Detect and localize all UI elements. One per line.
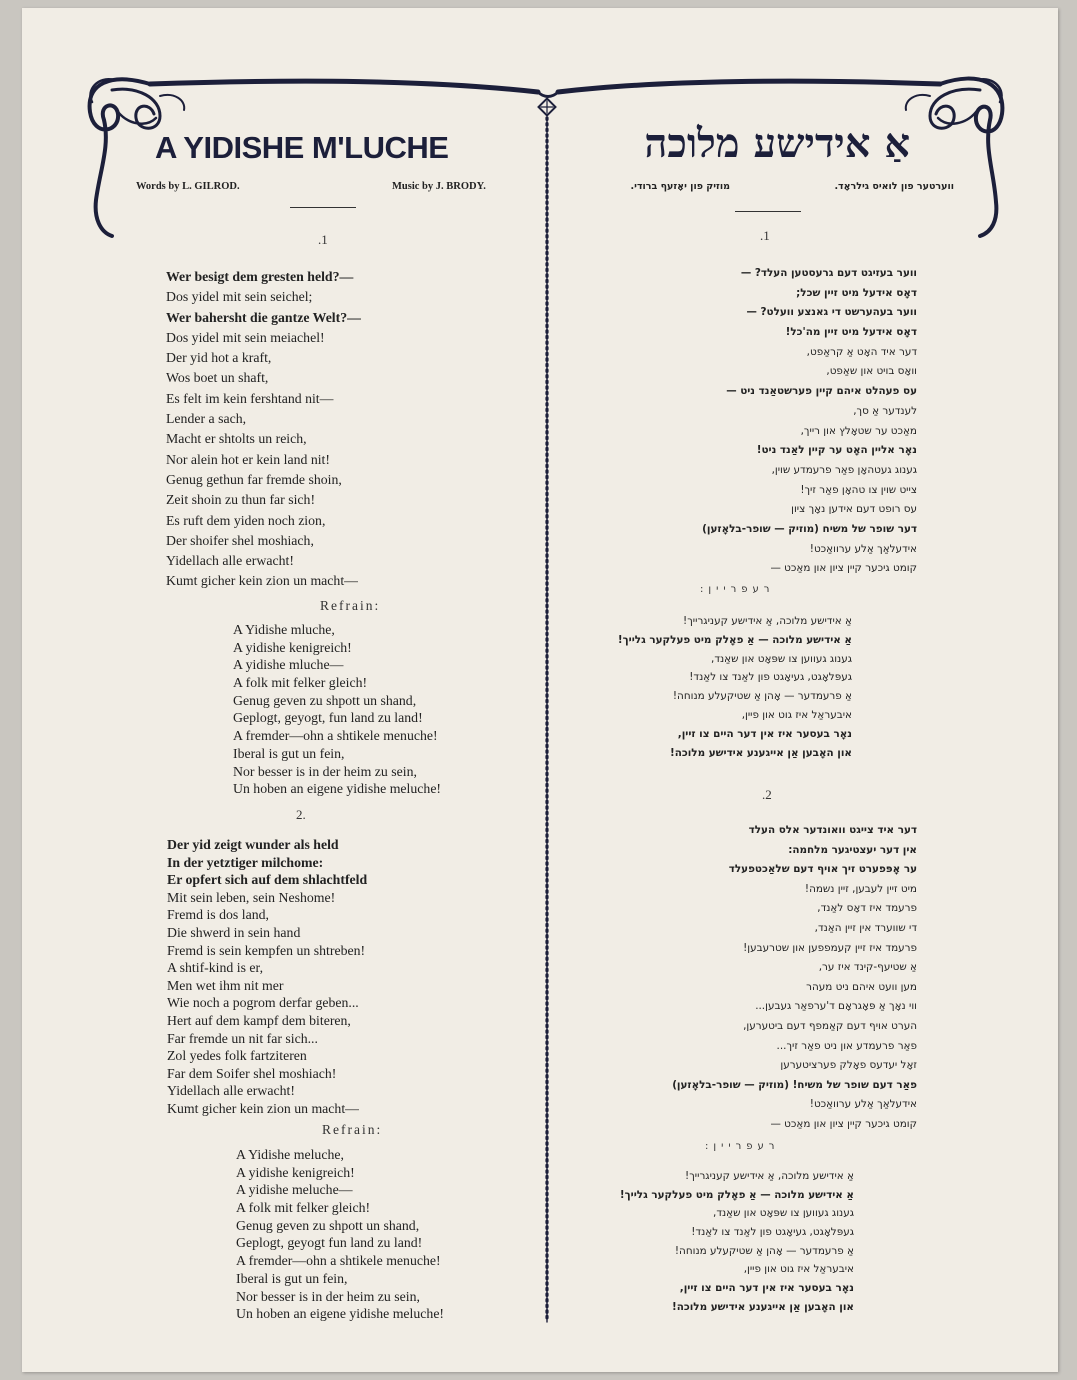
- yiddish-verse-line: ווי נאָך אַ פּאָגראָם ד'ערפאַר געבען...: [755, 1000, 917, 1013]
- english-verse-line: Far fremde un nit far sich...: [167, 1030, 318, 1046]
- yiddish-refrain-line: אַ אידישע מלוכה, אַ אידישע קעניגרייך!: [685, 1170, 854, 1182]
- yiddish-refrain-heading-2: רעפריין:: [705, 1141, 780, 1152]
- yiddish-verse-line: עס רופט דעם אידען נאָך ציון: [791, 503, 917, 516]
- english-refrain-line: A yidishe kenigreich!: [233, 639, 352, 655]
- yiddish-verse-line: קומט גיכער קיין ציון און מאַכט —: [770, 1117, 917, 1130]
- english-verse-line: Nor alein hot er kein land nit!: [166, 451, 330, 467]
- english-verse-line: Der yid zeigt wunder als held: [167, 837, 339, 852]
- english-refrain-line: A yidishe mluche—: [233, 657, 344, 673]
- english-refrain-1: [233, 621, 441, 798]
- english-verse-line: Dos yidel mit sein seichel;: [166, 289, 313, 305]
- yiddish-verse-line: נאָר אליין האָט ער קיין לאַנד ניט!: [756, 444, 917, 457]
- english-verse-line: Wos boet un shaft,: [166, 370, 269, 386]
- yiddish-refrain-line: גענוג געווען צו שפּאָט און שאַנד,: [711, 652, 852, 665]
- english-verse-line: Genug gethun far fremde shoin,: [166, 471, 342, 487]
- english-verse-line: Fremd is dos land,: [167, 907, 269, 923]
- english-refrain-line: Nor besser is in der heim zu sein,: [236, 1288, 420, 1304]
- yiddish-verse-line: דאָס אידעל מיט זיין שכל;: [796, 286, 917, 299]
- yiddish-verse-line: ווער בעהערשט די גאנצע וועלט? —: [746, 306, 917, 319]
- yiddish-refrain-line: נאָר בעסער איז אין דער היים צו זיין,: [679, 1282, 854, 1295]
- english-verse-line: Es felt im kein fershtand nit—: [166, 390, 334, 406]
- english-verse-line: Kumt gicher kein zion un macht—: [167, 1100, 359, 1116]
- yiddish-refrain-1: [580, 612, 852, 762]
- yiddish-refrain-line: גענוג געווען צו שפּאָט און שאַנד,: [713, 1207, 854, 1220]
- english-verse-line: Zeit shoin zu thun far sich!: [166, 492, 316, 508]
- english-verse-line: In der yetztiger milchome:: [167, 854, 324, 870]
- sheet-page: [22, 8, 1058, 1372]
- english-verse-line: Dos yidel mit sein meiachel!: [166, 329, 325, 345]
- yiddish-verse-line: פאַר דעם שופר של משיח! (מוזיק — שופר-בלאָזען): [672, 1078, 917, 1091]
- english-refrain-heading-2: Refrain:: [322, 1122, 383, 1137]
- english-section-number-1: .1: [318, 232, 328, 247]
- english-verse-line: Yidellach alle erwacht!: [166, 553, 294, 569]
- english-verse-line: Macht er shtolts un reich,: [166, 431, 307, 447]
- yiddish-verse-line: מיט זיין לעבען, זיין נשמה!: [804, 882, 917, 895]
- english-refrain-line: Iberal is gut un fein,: [233, 745, 345, 761]
- english-verse-line: Kumt gicher kein zion un macht—: [166, 573, 358, 589]
- yiddish-refrain-line: איבעראַל איז גוט און פיין,: [743, 1263, 854, 1276]
- english-refrain-line: A fremder—ohn a shtikele menuche!: [236, 1253, 441, 1269]
- english-verse-line: Yidellach alle erwacht!: [167, 1083, 295, 1099]
- english-verse-line: Die shwerd in sein hand: [167, 924, 301, 940]
- yiddish-verse-line: אין דער יעצטיגער מלחמה:: [788, 843, 917, 856]
- english-refrain-line: Geplogt, geyogt fun land zu land!: [236, 1235, 423, 1251]
- yiddish-divider: [735, 211, 801, 212]
- english-refrain-line: Iberal is gut un fein,: [236, 1270, 348, 1286]
- english-verse-line: Der shoifer shel moshiach,: [166, 532, 314, 548]
- yiddish-refrain-line: אַ אידישע מלוכה, אַ אידישע קעניגרייך!: [683, 615, 852, 627]
- english-refrain-line: A folk mit felker gleich!: [233, 675, 368, 691]
- english-title: A YIDISHE M'LUCHE: [155, 130, 449, 165]
- english-verse-1: [166, 267, 361, 592]
- english-refrain-line: Nor besser is in der heim zu sein,: [233, 763, 417, 779]
- yiddish-verse-line: דער איד צייגט וואונדער אלס העלד: [748, 824, 917, 836]
- yiddish-refrain-line: געפּלאָגט, געיאָגט פון לאַנד צו לאַנד!: [691, 1226, 854, 1239]
- english-refrain-line: A folk mit felker gleich!: [236, 1200, 371, 1216]
- english-music-credit: Music by J. BRODY.: [392, 181, 486, 192]
- yiddish-refrain-heading-1: רעפריין:: [700, 584, 775, 595]
- yiddish-refrain-line: אַ אידישע מלוכה — אַ פאָלק מיט פעלקער גלייך!: [619, 1188, 854, 1201]
- english-verse-2: [167, 836, 367, 1118]
- english-refrain-line: A fremder—ohn a shtikele menuche!: [233, 728, 438, 744]
- english-verse-line: Mit sein leben, sein Neshome!: [167, 889, 336, 905]
- yiddish-verse-line: פרעמד איז דאָס לאַנד,: [817, 902, 917, 915]
- yiddish-verse-line: לענדער אַ סך,: [853, 404, 917, 417]
- english-refrain-line: A yidishe meluche—: [236, 1182, 353, 1198]
- yiddish-refrain-line: און האָבען אַן אייגענע אידישע מלוכה!: [669, 746, 852, 759]
- english-refrain-line: Genug geven zu shpott un shand,: [233, 692, 417, 708]
- english-verse-line: A shtif-kind is er,: [167, 960, 264, 976]
- english-verse-line: Wie noch a pogrom derfar geben...: [167, 995, 359, 1011]
- yiddish-refrain-line: איבעראַל איז גוט און פיין,: [741, 708, 852, 721]
- yiddish-verse-line: דער איד האָט אַ קראַפט,: [806, 345, 917, 358]
- yiddish-verse-line: פרעמד איז זיין קעמפפען און שטרעבען!: [743, 941, 917, 954]
- yiddish-refrain-line: געפּלאָגט, געיאָגט פון לאַנד צו לאַנד!: [689, 671, 852, 684]
- yiddish-verse-line: גענוג געטהאָן פאַר פרעמדע שוין,: [771, 463, 917, 476]
- english-section-number-2: 2.: [296, 807, 306, 822]
- english-verse-line: Es ruft dem yiden noch zion,: [166, 512, 326, 528]
- yiddish-verse-line: הערט אויף דעם קאַמפף דעם ביטערען,: [743, 1019, 917, 1032]
- yiddish-verse-line: אַ שטיעף-קינד איז ער,: [818, 961, 917, 974]
- yiddish-verse-line: מאַכט ער שטאָלץ און רייך,: [800, 424, 917, 437]
- yiddish-verse-line: וואָס בויט און שאַפט,: [826, 365, 917, 378]
- yiddish-section-number-2: .2: [762, 787, 772, 802]
- yiddish-refrain-line: אַ אידישע מלוכה — אַ פאָלק מיט פעלקער גלייך!: [617, 633, 852, 646]
- yiddish-refrain-line: אַ פרעמדער — אָהן אַ שטיקעלע מנוחה!: [674, 1244, 854, 1257]
- yiddish-verse-line: אידעלאַך אַלע ערוואַכט!: [809, 542, 917, 555]
- yiddish-section-number-1: .1: [760, 228, 770, 243]
- english-refrain-line: Genug geven zu shpott un shand,: [236, 1217, 420, 1233]
- english-verse-line: Wer bahersht die gantze Welt?—: [166, 309, 361, 325]
- english-words-credit: Words by L. GILROD.: [136, 181, 240, 192]
- english-verse-line: Der yid hot a kraft,: [166, 350, 272, 366]
- yiddish-refrain-line: אַ פרעמדער — אָהן אַ שטיקעלע מנוחה!: [672, 690, 852, 703]
- yiddish-verse-line: צייט שוין צו טהאָן פאַר זיך!: [800, 483, 917, 496]
- yiddish-verse-line: דער שופר של משיח (מוזיק — שופר-בלאָזען): [702, 522, 917, 535]
- english-verse-line: Zol yedes folk fartziteren: [167, 1048, 307, 1064]
- english-verse-line: Hert auf dem kampf dem biteren,: [167, 1012, 351, 1028]
- english-refrain-line: A Yidishe mluche,: [233, 622, 335, 637]
- yiddish-verse-line: די שווערד אין זיין האַנד,: [814, 921, 917, 934]
- english-verse-line: Men wet ihm nit mer: [167, 977, 284, 993]
- yiddish-refrain-line: און האָבען אַן אייגענע אידישע מלוכה!: [671, 1300, 854, 1313]
- english-refrain-line: Geplogt, geyogt, fun land zu land!: [233, 710, 423, 726]
- english-verse-line: Lender a sach,: [166, 411, 247, 427]
- yiddish-verse-line: אידעלאַך אַלע ערוואַכט!: [809, 1098, 917, 1111]
- yiddish-verse-line: ווער בעזיגט דעם גרעסטען העלד? —: [740, 267, 917, 279]
- english-verse-line: Far dem Soifer shel moshiach!: [167, 1065, 337, 1081]
- english-refrain-line: A yidishe kenigreich!: [236, 1164, 355, 1180]
- yiddish-verse-line: מען וועט איהם ניט מעהר: [806, 980, 917, 993]
- english-verse-line: Er opfert sich auf dem shlachtfeld: [167, 872, 368, 888]
- yiddish-verse-line: עס פעהלט איהם קיין פערשטאַנד ניט —: [726, 385, 917, 398]
- yiddish-verse-line: קומט גיכער קיין ציון און מאַכט —: [770, 562, 917, 575]
- english-refrain-heading-1: Refrain:: [320, 598, 381, 613]
- yiddish-verse-line: דאָס אידעל מיט זיין מה'כל!: [785, 326, 917, 339]
- yiddish-verse-1: [640, 264, 917, 579]
- yiddish-refrain-2: [586, 1167, 854, 1317]
- english-divider: [290, 207, 356, 208]
- yiddish-title: אַ אידישע מלוכה: [644, 120, 910, 167]
- english-refrain-2: [236, 1146, 444, 1323]
- english-refrain-line: A Yidishe meluche,: [236, 1147, 344, 1162]
- english-verse-line: Fremd is sein kempfen un shtreben!: [167, 942, 366, 958]
- english-refrain-line: Un hoben an eigene yidishe meluche!: [236, 1306, 445, 1322]
- yiddish-music-credit: מוזיק פון יאָזעף ברודי.: [630, 181, 730, 192]
- yiddish-refrain-line: נאָר בעסער איז אין דער היים צו זיין,: [677, 727, 852, 740]
- english-verse-line: Wer besigt dem gresten held?—: [166, 269, 354, 284]
- yiddish-verse-line: ער אָפּפערט זיך אויף דעם שלאַכטפעלד: [728, 863, 917, 876]
- yiddish-verse-line: פאַר פרעמדע און ניט פאַר זיך...: [776, 1039, 917, 1052]
- yiddish-verse-line: זאָל יעדעס פאָלק פערציטערען: [780, 1059, 917, 1072]
- english-refrain-line: Un hoben an eigene yidishe meluche!: [233, 781, 442, 797]
- yiddish-verse-2: [625, 821, 917, 1135]
- yiddish-words-credit: ווערטער פון לואיס גילראָד.: [834, 181, 954, 192]
